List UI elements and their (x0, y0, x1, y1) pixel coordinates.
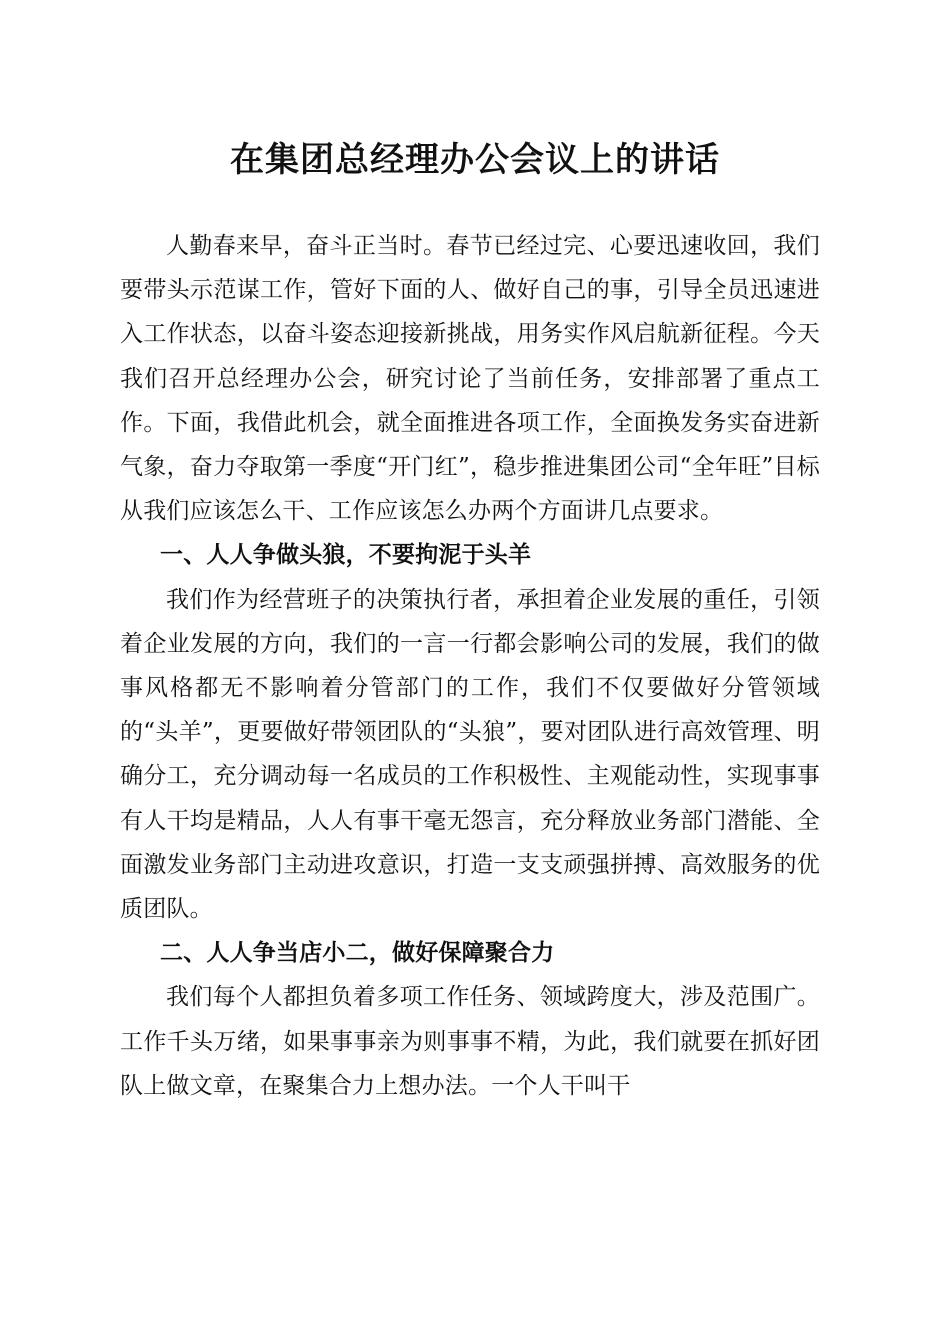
section-heading-2: 二、人人争当店小二，做好保障聚合力 (160, 940, 555, 967)
section-2-paragraph: 我们每个人都担负着多项工作任务、领域跨度大，涉及范围广。工作千头万绪，如果事事亲为则事事不精，为此，我们就要在抓好团队上做文章，在聚集合力上想办法。一个人干叫干 (120, 984, 820, 1099)
section-1-paragraph: 我们作为经营班子的决策执行者，承担着企业发展的重任，引领着企业发展的方向，我们的一言一行都会影响公司的发展，我们的做事风格都无不影响着分管部门的工作，我们不仅要做好分管领域的“头羊”，更要做好带领团队的“头狼”，要对团队进行高效管理、明确分工，充分调动每一名成员的工作积极性、主观能动性，实现事事有人干均是精品，人人有事干毫无怨言，充分释放业务部门潜能、全面激发业务部门主动进攻意识，打造一支支顽强拼搏、高效服务的优质团队。 (120, 586, 820, 923)
section-heading-1: 一、人人争做头狼，不要拘泥于头羊 (160, 542, 532, 569)
document-title: 在集团总经理办公会议上的讲话 (230, 140, 720, 180)
document-body (120, 224, 820, 1108)
intro-paragraph: 人勤春来早，奋斗正当时。春节已经过完、心要迅速收回，我们要带头示范谋工作，管好下面的人、做好自己的事，引导全员迅速进入工作状态，以奋斗姿态迎接新挑战，用务实作风启航新征程。今天我们召开总经理办公会，研究讨论了当前任务，安排部署了重点工作。下面，我借此机会，就全面推进各项工作，全面换发务实奋进新气象，奋力夺取第一季度“开门红”，稳步推进集团公司“全年旺”目标从我们应该怎么干、工作应该怎么办两个方面讲几点要求。 (120, 233, 820, 525)
